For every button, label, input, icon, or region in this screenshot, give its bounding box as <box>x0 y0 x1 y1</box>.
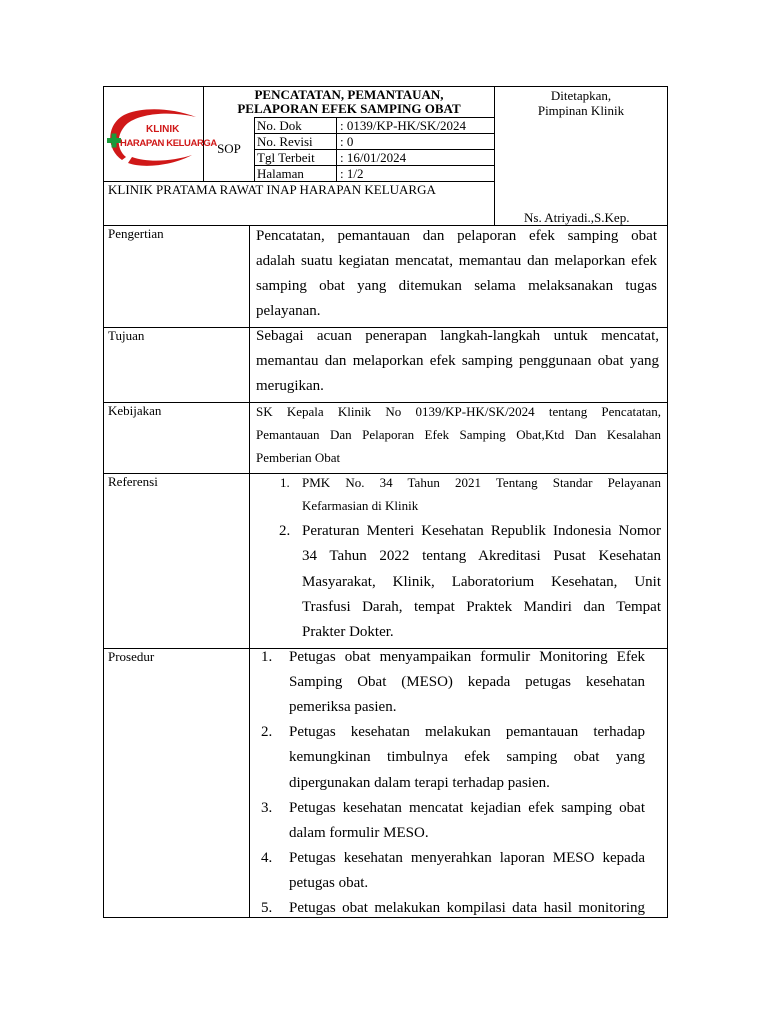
logo-text-line1: KLINIK <box>146 124 180 135</box>
list-number: 5. <box>261 900 273 916</box>
pengertian-line: adalah suatu kegiatan mencatat, memantau dan melaporkan efek <box>256 253 657 269</box>
referensi-line: 34 Tahun 2022 tentang Akreditasi Pusat Kesehatan <box>302 548 661 564</box>
list-number: 2. <box>261 724 273 740</box>
grid-line <box>103 917 668 918</box>
section-label-prosedur: Prosedur <box>108 649 155 664</box>
referensi-line: PMK No. 34 Tahun 2021 Tentang Standar Pelayanan <box>302 475 661 490</box>
meta-value: : 1/2 <box>340 166 364 181</box>
tujuan-line: merugikan. <box>256 378 324 394</box>
meta-value: : 16/01/2024 <box>340 150 407 165</box>
meta-label: Halaman <box>257 166 304 181</box>
list-number: 1. <box>261 649 273 665</box>
grid-line <box>667 86 668 918</box>
referensi-line: Masyarakat, Klinik, Laboratorium Kesehatan, Unit <box>302 574 661 590</box>
prosedur-line: Petugas obat melakukan kompilasi data hasil monitoring <box>289 900 645 916</box>
clinic-full-name: KLINIK PRATAMA RAWAT INAP HARAPAN KELUARGA <box>108 182 436 197</box>
prosedur-line: Samping Obat (MESO) kepada petugas kesehatan <box>289 674 645 690</box>
referensi-line: Trasfusi Darah, tempat Praktek Mandiri dan Tempat <box>302 599 661 615</box>
prosedur-line: kemungkinan timbulnya efek samping obat yang <box>289 749 645 765</box>
meta-value: : 0139/KP-HK/SK/2024 <box>340 118 467 133</box>
section-label-referensi: Referensi <box>108 474 158 489</box>
tujuan-line: memantau dan melaporkan efek samping penggunaan obat yang <box>256 353 659 369</box>
pengertian-line: samping obat yang ditemukan selama melaksanakan tugas <box>256 278 657 294</box>
prosedur-line: Petugas obat menyampaikan formulir Monitoring Efek <box>289 649 645 665</box>
prosedur-line: dipergunakan dalam terapi terhadap pasien. <box>289 775 550 791</box>
tujuan-line: Sebagai acuan penerapan langkah-langkah untuk mencatat, <box>256 328 659 344</box>
list-number: 4. <box>261 850 273 866</box>
meta-label: No. Dok <box>257 118 302 133</box>
list-number: 1. <box>280 475 290 490</box>
grid-line <box>103 473 668 474</box>
prosedur-line: pemeriksa pasien. <box>289 699 397 715</box>
section-label-kebijakan: Kebijakan <box>108 403 162 418</box>
kebijakan-line: Pemberian Obat <box>256 450 341 465</box>
prosedur-line: dalam formulir MESO. <box>289 825 429 841</box>
sop-title-line2: PELAPORAN EFEK SAMPING OBAT <box>237 101 461 116</box>
logo-swoosh-icon <box>104 105 202 169</box>
approval-line1: Ditetapkan, <box>550 88 612 103</box>
kebijakan-line: Pemantauan Dan Pelaporan Efek Samping Obat,Ktd Dan Kesalahan <box>256 427 661 442</box>
prosedur-line: Petugas kesehatan mencatat kejadian efek samping obat <box>289 800 645 816</box>
meta-label: No. Revisi <box>257 134 313 149</box>
grid-line <box>254 117 255 182</box>
grid-line <box>103 402 668 403</box>
grid-line <box>103 86 104 918</box>
meta-value: : 0 <box>340 134 354 149</box>
pengertian-line: pelayanan. <box>256 303 321 319</box>
sop-title-line1: PENCATATAN, PEMANTAUAN, <box>254 87 444 102</box>
sop-label: SOP <box>217 141 241 156</box>
list-number: 2. <box>279 523 291 539</box>
prosedur-line: Petugas kesehatan menyerahkan laporan MESO kepada <box>289 850 645 866</box>
section-label-tujuan: Tujuan <box>108 328 145 343</box>
grid-line <box>249 225 250 918</box>
approver-name: Ns. Atriyadi.,S.Kep. <box>524 210 630 225</box>
referensi-line: Peraturan Menteri Kesehatan Republik Indonesia Nomor <box>302 523 661 539</box>
approval-line2: Pimpinan Klinik <box>537 103 625 118</box>
grid-line <box>336 117 337 182</box>
section-label-pengertian: Pengertian <box>108 226 164 241</box>
referensi-line: Kefarmasian di Klinik <box>302 498 419 513</box>
pengertian-line: Pencatatan, pemantauan dan pelaporan efek samping obat <box>256 228 657 244</box>
meta-label: Tgl Terbeit <box>257 150 315 165</box>
referensi-line: Prakter Dokter. <box>302 624 394 640</box>
prosedur-line: petugas obat. <box>289 875 369 891</box>
kebijakan-line: SK Kepala Klinik No 0139/KP-HK/SK/2024 tentang Pencatatan, <box>256 404 661 419</box>
list-number: 3. <box>261 800 273 816</box>
clinic-logo <box>104 105 217 169</box>
prosedur-line: Petugas kesehatan melakukan pemantauan terhadap <box>289 724 645 740</box>
logo-text-line2: HARAPAN KELUARGA <box>120 138 217 149</box>
